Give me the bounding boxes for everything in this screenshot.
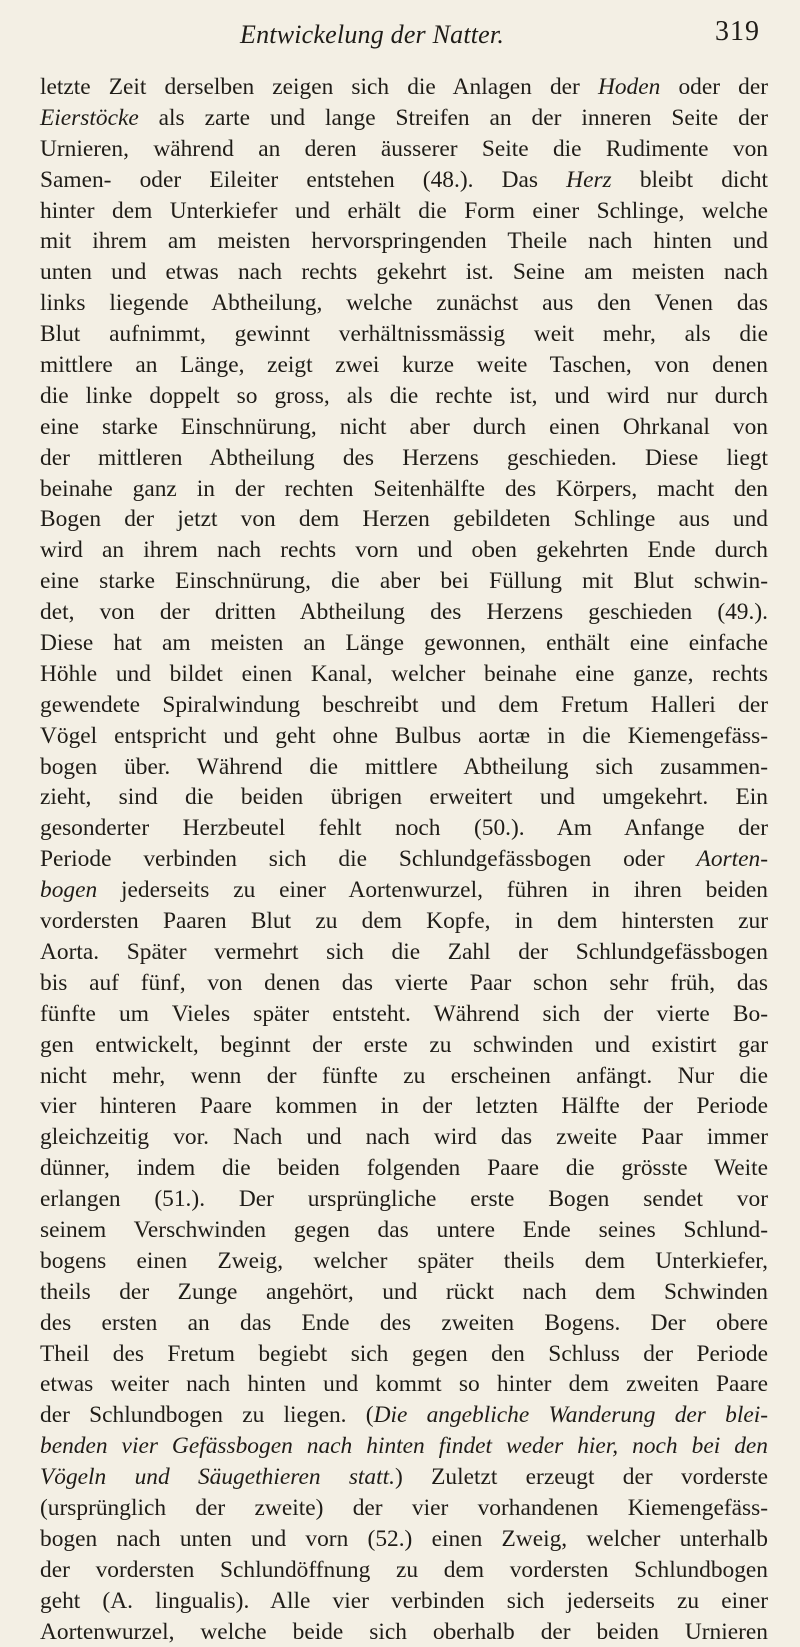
italic-text: bogen: [40, 877, 98, 904]
text-span: gesonderter Herzbeutel fehlt noch (50.). Am Anfange der: [40, 815, 768, 842]
text-span: seinem Verschwinden gegen das untere Ende seines Schlund-: [40, 1216, 768, 1243]
text-line: [40, 1122, 768, 1153]
text-span: fünfte um Vieles später entsteht. Während sich der vierte Bo-: [40, 1000, 768, 1027]
italic-text: Hoden: [597, 74, 661, 100]
text-line: [40, 752, 768, 783]
text-span: Bogen der jetzt von dem Herzen gebildeten Schlinge aus und: [40, 506, 768, 533]
text-line: [40, 1246, 768, 1277]
text-span: gen entwickelt, beginnt der erste zu schwinden und existirt gar: [40, 1031, 768, 1058]
text-line: [40, 659, 768, 690]
text-line: [40, 1153, 768, 1184]
text-line: [40, 535, 768, 566]
text-line: [40, 1524, 768, 1555]
text-line: [40, 1184, 768, 1215]
text-span: oder der: [660, 74, 769, 100]
text-span: Aorta. Später vermehrt sich die Zahl der Schlundgefässbogen: [40, 938, 768, 965]
text-span: der mittleren Abtheilung des Herzens geschieden. Diese liegt: [40, 444, 768, 471]
text-line: [40, 875, 768, 906]
text-span: wird an ihrem nach rechts vorn und oben gekehrten Ende durch: [40, 537, 768, 564]
text-span: der Schlundbogen zu liegen. (: [40, 1402, 374, 1429]
text-line: [40, 1030, 768, 1061]
text-span: zieht, sind die beiden übrigen erweitert und umgekehrt. Ein: [40, 784, 768, 811]
text-line: [40, 134, 768, 165]
italic-text: benden vier Gefässbogen nach hinten findet weder hier, noch bei den: [40, 1433, 768, 1460]
text-line: [40, 381, 768, 412]
text-span: geht (A. lingualis). Alle vier verbinden sich jederseits zu einer: [40, 1587, 768, 1614]
text-span: eine starke Einschnürung, die aber bei Füllung mit Blut schwin-: [40, 568, 768, 595]
text-span: (ursprünglich der zweite) der vier vorhandenen Kiemengefäss-: [40, 1494, 768, 1521]
text-span: etwas weiter nach hinten und kommt so hinter dem zweiten Paare: [40, 1371, 768, 1398]
text-span: Periode verbinden sich die Schlundgefässbogen oder: [40, 846, 697, 873]
text-line: [40, 288, 768, 319]
text-line: [40, 443, 768, 474]
text-line: [40, 257, 768, 288]
text-span: dünner, indem die beiden folgenden Paare die grösste Weite: [40, 1155, 768, 1182]
text-line: [40, 103, 768, 134]
text-line: [40, 226, 768, 257]
text-line: [40, 1308, 768, 1339]
text-line: [40, 1215, 768, 1246]
text-span: links liegende Abtheilung, welche zunächst aus den Venen das: [40, 290, 768, 317]
text-span: letzte Zeit derselben zeigen sich die Anlagen der: [40, 74, 598, 100]
text-line: [40, 196, 768, 227]
text-span: bogens einen Zweig, welcher später theils dem Unterkiefer,: [40, 1247, 768, 1274]
text-line: [40, 1462, 768, 1493]
text-span: bogen über. Während die mittlere Abtheilung sich zusammen-: [40, 753, 768, 780]
page-header: [60, 14, 760, 54]
text-line: [40, 1091, 768, 1122]
text-span: bleibt dicht: [611, 166, 769, 193]
text-span: Samen- oder Eileiter entstehen (48.). Das: [40, 166, 567, 193]
text-span: hinter dem Unterkiefer und erhält die Form einer Schlinge, welche: [40, 197, 768, 224]
italic-text: Aorten-: [696, 846, 768, 873]
text-span: nicht mehr, wenn der fünfte zu erscheinen anfängt. Nur die: [40, 1062, 768, 1089]
text-line: [40, 628, 768, 659]
text-span: Vögel entspricht und geht ohne Bulbus aortæ in die Kiemengefäss-: [40, 722, 768, 749]
text-line: [40, 1369, 768, 1400]
italic-text: Die angebliche Wanderung der blei-: [373, 1402, 768, 1429]
page-number: 319: [715, 16, 760, 47]
italic-text: Vögeln und Säugethieren statt.: [40, 1464, 395, 1491]
text-span: jederseits zu einer Aortenwurzel, führen in ihren beiden: [97, 877, 768, 904]
italic-text: Herz: [566, 166, 612, 193]
text-line: [40, 690, 768, 721]
text-span: Aortenwurzel, welche beide sich oberhalb der beiden Urnieren: [40, 1618, 768, 1645]
text-line: [40, 999, 768, 1030]
text-span: als zarte und lange Streifen an der inneren Seite der: [138, 104, 768, 131]
text-span: mit ihrem am meisten hervorspringenden Theile nach hinten und: [40, 228, 768, 255]
text-span: gleichzeitig vor. Nach und nach wird das zweite Paar immer: [40, 1124, 768, 1151]
text-span: der vordersten Schlundöffnung zu dem vordersten Schlundbogen: [40, 1556, 768, 1583]
text-line: [40, 1277, 768, 1308]
running-head: Entwickelung der Natter.: [240, 20, 505, 49]
text-span: Blut aufnimmt, gewinnt verhältnissmässig weit mehr, als die: [40, 321, 768, 348]
text-line: [40, 474, 768, 505]
text-span: Höhle und bildet einen Kanal, welcher beinahe eine ganze, rechts: [40, 660, 768, 687]
text-line: [40, 1431, 768, 1462]
text-line: [40, 721, 768, 752]
text-line: [40, 72, 768, 103]
text-line: [40, 350, 768, 381]
text-span: theils der Zunge angehört, und rückt nach dem Schwinden: [40, 1278, 768, 1305]
text-span: eine starke Einschnürung, nicht aber durch einen Ohrkanal von: [40, 413, 768, 440]
text-line: [40, 813, 768, 844]
text-line: [40, 319, 768, 350]
text-span: Theil des Fretum begiebt sich gegen den Schluss der Periode: [40, 1340, 768, 1367]
text-line: [40, 412, 768, 443]
text-line: [40, 1061, 768, 1092]
text-line: [40, 844, 768, 875]
text-line: [40, 1617, 768, 1647]
text-line: [40, 597, 768, 628]
text-line: [40, 165, 768, 196]
text-span: erlangen (51.). Der ursprüngliche erste Bogen sendet vor: [40, 1186, 768, 1213]
text-line: [40, 1339, 768, 1370]
text-span: gewendete Spiralwindung beschreibt und dem Fretum Halleri der: [40, 691, 768, 718]
text-span: bis auf fünf, von denen das vierte Paar schon sehr früh, das: [40, 969, 768, 996]
italic-text: Eierstöcke: [40, 104, 139, 131]
text-line: [40, 968, 768, 999]
text-span: ) Zuletzt erzeugt der vorderste: [394, 1464, 768, 1491]
text-span: beinahe ganz in der rechten Seitenhälfte des Körpers, macht den: [40, 475, 768, 502]
text-span: unten und etwas nach rechts gekehrt ist. Seine am meisten nach: [40, 259, 768, 286]
text-line: [40, 1400, 768, 1431]
text-span: vordersten Paaren Blut zu dem Kopfe, in dem hintersten zur: [40, 908, 768, 935]
text-span: det, von der dritten Abtheilung des Herzens geschieden (49.).: [40, 599, 768, 626]
text-line: [40, 1555, 768, 1586]
text-line: [40, 937, 768, 968]
text-line: [40, 782, 768, 813]
text-span: Urnieren, während an deren äusserer Seite die Rudimente von: [40, 135, 768, 162]
text-line: [40, 1586, 768, 1617]
text-span: des ersten an das Ende des zweiten Bogens. Der obere: [40, 1309, 768, 1336]
text-line: [40, 906, 768, 937]
text-span: die linke doppelt so gross, als die rechte ist, und wird nur durch: [40, 382, 768, 409]
text-span: bogen nach unten und vorn (52.) einen Zweig, welcher unterhalb: [40, 1525, 768, 1552]
text-span: vier hinteren Paare kommen in der letzten Hälfte der Periode: [40, 1093, 768, 1120]
text-line: [40, 1493, 768, 1524]
text-span: mittlere an Länge, zeigt zwei kurze weite Taschen, von denen: [40, 352, 768, 379]
body-text: [40, 72, 768, 1647]
text-line: [40, 566, 768, 597]
text-line: [40, 504, 768, 535]
text-span: Diese hat am meisten an Länge gewonnen, enthält eine einfache: [40, 630, 768, 657]
